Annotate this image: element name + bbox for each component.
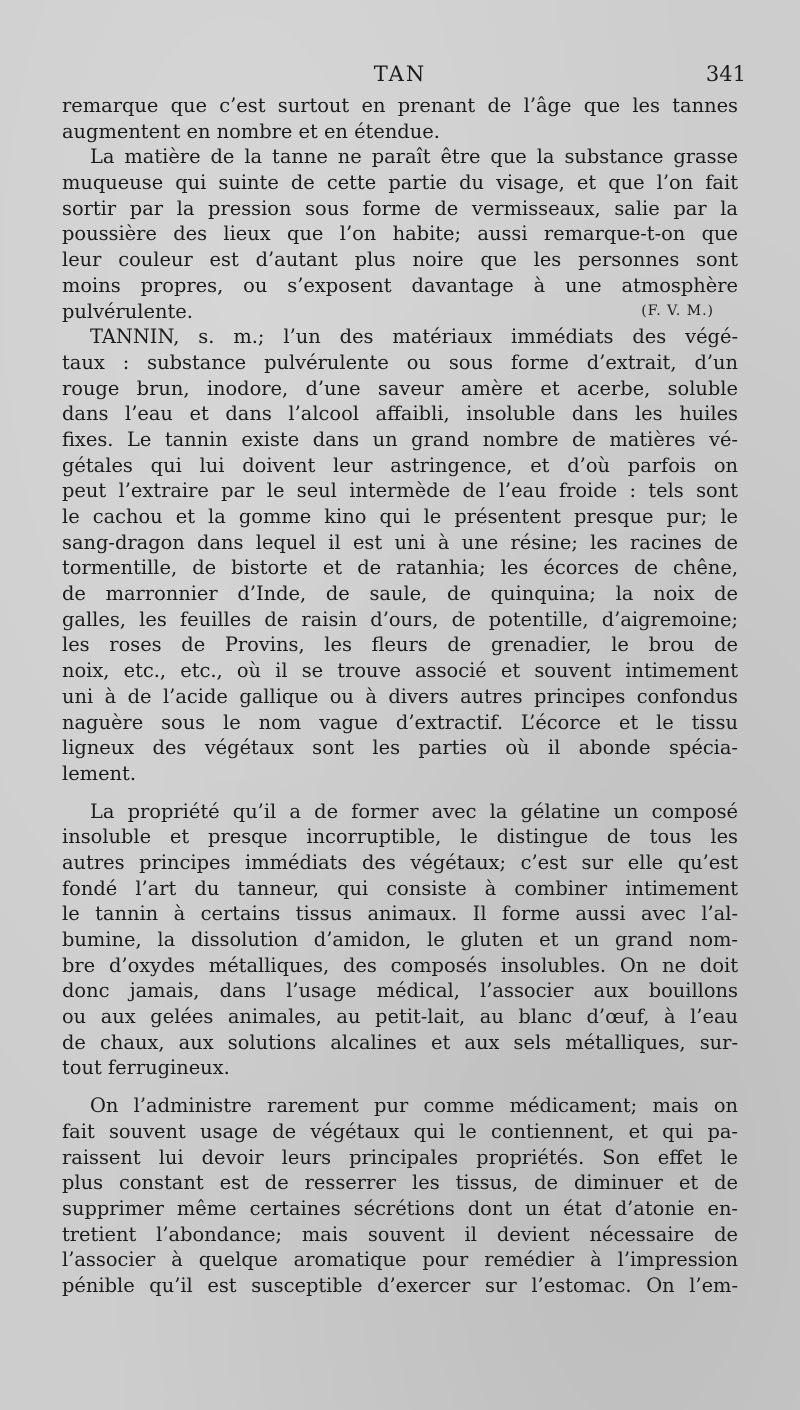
text-line: supprimer même certaines sécrétions dont un état d’atonie en- xyxy=(62,1196,738,1220)
page-number: 341 xyxy=(705,62,746,86)
text-line: tretient l’abondance; mais souvent il devient nécessaire de xyxy=(62,1222,738,1246)
page-header xyxy=(62,62,746,92)
paragraph xyxy=(62,1093,738,1299)
text-line: rouge brun, inodore, d’une saveur amère et acerbe, soluble xyxy=(62,376,738,400)
text-line: l’associer à quelque aromatique pour remédier à l’impression xyxy=(62,1248,738,1272)
paragraph xyxy=(62,93,738,144)
text-line: bre d’oxydes métalliques, des composés insolubles. On ne doit xyxy=(62,953,738,977)
text-line: uni à de l’acide gallique ou à divers autres principes confondus xyxy=(62,684,738,708)
text-line: tormentille, de bistorte et de ratanhia; les écorces de chêne, xyxy=(62,556,738,580)
text-line: peut l’extraire par le seul intermède de l’eau froide : tels sont xyxy=(62,479,738,503)
text-line: plus constant est de resserrer les tissus, de diminuer et de xyxy=(62,1171,738,1195)
text-line: noix, etc., etc., où il se trouve associé et souvent intimement xyxy=(62,659,738,683)
text-line: bumine, la dissolution d’amidon, le gluten et un grand nom- xyxy=(62,928,738,951)
text-line: leur couleur est d’autant plus noire que les personnes sont xyxy=(62,248,738,272)
paragraph xyxy=(62,144,738,324)
text-line: ligneux des végétaux sont les parties où il abonde spécia- xyxy=(62,736,738,760)
text-line: pénible qu’il est susceptible d’exercer sur l’estomac. On l’em- xyxy=(62,1273,738,1297)
text-line: insoluble et presque incorruptible, le distingue de tous les xyxy=(62,825,738,849)
text-line: taux : substance pulvérulente ou sous forme d’extrait, d’un xyxy=(62,350,738,374)
text-line: naguère sous le nom vague d’extractif. L’écorce et le tissu xyxy=(62,710,738,734)
text-line: raissent lui devoir leurs principales propriétés. Son effet le xyxy=(62,1145,738,1169)
text-line: La propriété qu’il a de former avec la gélatine un composé xyxy=(90,799,738,823)
text-line: fondé l’art du tanneur, qui consiste à combiner intimement xyxy=(62,876,738,900)
text-line: de chaux, aux solutions alcalines et aux sels métalliques, sur- xyxy=(62,1030,738,1054)
text-line: galles, les feuilles de raisin d’ours, de potentille, d’aigremoine; xyxy=(62,607,738,631)
text-line: dans l’eau et dans l’alcool affaibli, insoluble dans les huiles xyxy=(62,402,738,426)
text-line: remarque que c’est surtout en prenant de l’âge que les tannes xyxy=(62,94,738,117)
text-line: ou aux gelées animales, au petit-lait, au blanc d’œuf, à l’eau xyxy=(62,1005,738,1029)
running-head: TAN xyxy=(373,62,427,86)
text-line: fait souvent usage de végétaux qui le contiennent, et qui pa- xyxy=(62,1119,738,1143)
author-signature: (F. V. M.) xyxy=(641,302,714,319)
text-line: moins propres, ou s’exposent davantage à une atmosphère xyxy=(62,273,738,297)
paragraph xyxy=(62,799,738,1082)
text-line xyxy=(62,299,738,325)
text-line: le cachou et la gomme kino qui le présentent presque pur; le xyxy=(62,505,738,528)
text-line: lement. xyxy=(62,761,136,785)
text-line: sang-dragon dans lequel il est uni à une résine; les racines de xyxy=(62,530,738,554)
entry-headword-line: TANNIN, s. m.; l’un des matériaux immédiats des végé- xyxy=(90,325,738,349)
text-line: On l’administre rarement pur comme médicament; mais on xyxy=(90,1094,738,1118)
paragraph-gap xyxy=(62,787,738,799)
text-line: tout ferrugineux. xyxy=(62,1056,230,1080)
text-line-content: pulvérulente. xyxy=(62,299,193,323)
paragraph-gap xyxy=(62,1081,738,1093)
text-line: sortir par la pression sous forme de vermisseaux, salie par la xyxy=(62,196,738,220)
paragraph xyxy=(62,324,738,786)
text-line: gétales qui lui doivent leur astringence, et d’où parfois on xyxy=(62,453,738,477)
text-line: donc jamais, dans l’usage médical, l’associer aux bouillons xyxy=(62,979,738,1003)
text-line: fixes. Le tannin existe dans un grand nombre de matières vé- xyxy=(62,427,738,451)
text-line: augmentent en nombre et en étendue. xyxy=(62,119,440,143)
text-line: La matière de la tanne ne paraît être que la substance grasse xyxy=(90,145,738,169)
text-line: muqueuse qui suinte de cette partie du visage, et que l’on fait xyxy=(62,171,738,195)
text-line: poussière des lieux que l’on habite; aussi remarque-t-on que xyxy=(62,222,738,246)
body-text xyxy=(62,93,738,1299)
text-line: autres principes immédiats des végétaux; c’est sur elle qu’est xyxy=(62,850,738,874)
text-line: le tannin à certains tissus animaux. Il forme aussi avec l’al- xyxy=(62,902,738,926)
text-line: les roses de Provins, les fleurs de grenadier, le brou de xyxy=(62,633,738,657)
text-line: de marronnier d’Inde, de saule, de quinquina; la noix de xyxy=(62,582,738,606)
